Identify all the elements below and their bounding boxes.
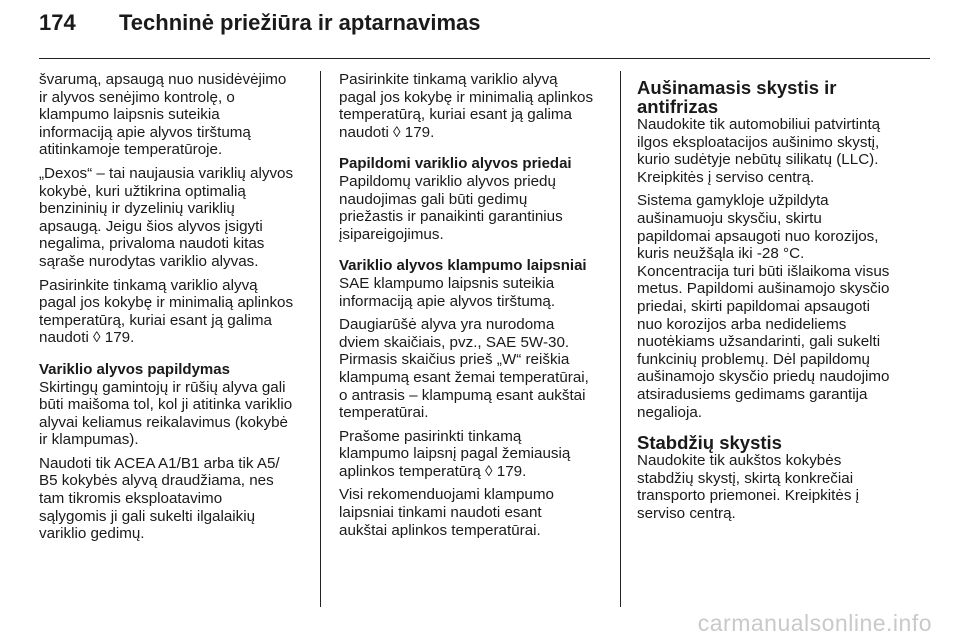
paragraph: Pasirinkite tinkamą variklio alyvą pagal jos kokybę ir minimalią aplinkos temperatūrą, kuriai esant ją galima naudoti ◊ 179. — [39, 277, 307, 347]
column-3 — [637, 71, 905, 528]
paragraph: Skirtingų gamintojų ir rūšių alyva gali būti maišoma tol, kol ji atitinka variklio alyvai keliamus reikalavimus (kokybė ir klampumas). — [39, 378, 293, 449]
section-subheading: Variklio alyvos papildymas — [39, 360, 230, 378]
column-2 — [339, 71, 607, 545]
section-subheading: Variklio alyvos klampumo laipsniai — [339, 257, 587, 275]
paragraph: SAE klampumo laipsnis suteikia informaciją apie alyvos tirštumą. — [339, 274, 556, 310]
page-header — [39, 10, 930, 40]
paragraph: Naudokite tik automobiliui patvirtintą ilgos eksploatacijos aušinimo skystį, kurio sudėtyje nebūtų silikatų (LLC). Kreipkitės į serviso centrą. — [637, 116, 881, 186]
watermark: carmanualsonline.info — [697, 610, 932, 636]
page-reference-link[interactable]: naudoti ◊ 179. — [339, 123, 435, 141]
paragraph: Naudokite tik aukštos kokybės stabdžių skystį, skirtą konkrečiai transporto priemonei. Kreipkitės į serviso centrą. — [637, 452, 860, 522]
page-reference-link[interactable]: aplinkos temperatūrą ◊ 179. — [339, 462, 527, 480]
section-subheading: Papildomi variklio alyvos priedai — [339, 155, 572, 173]
paragraph: švarumą, apsaugą nuo nusidėvėjimo ir alyvos senėjimo kontrolę, o klampumo laipsnis suteikia informaciją apie alyvos tirštumą atitinkamoje temperatūroje. — [39, 71, 287, 159]
paragraph: Sistema gamykloje užpildyta aušinamuoju skysčiu, skirtu papildomai apsaugoti nuo korozijos, kuris neužšąla iki -28 °C. Koncentracija turi būti išlaikoma visus metus. Papildomi aušinamojo skysčio priedai, skirti papildomai apsaugoti nuo korozijos arba nedideliems nuotėkiams užsandarinti, gali sukelti funkcinių problemų. Dėl papildomų aušinamojo skysčio priedų naudojimo atsiradusiems gedimams garantija negalioja. — [637, 192, 890, 421]
paragraph: Pasirinkite tinkamą variklio alyvą pagal jos kokybę ir minimalią aplinkos temperatūrą, kuriai esant ją galima naudoti ◊ 179. — [339, 71, 607, 141]
page-reference-link[interactable]: naudoti ◊ 179. — [39, 329, 135, 347]
section-heading: Stabdžių skystis — [637, 432, 782, 454]
column-1 — [39, 71, 307, 549]
column-divider-2 — [620, 71, 621, 607]
paragraph: Daugiarūšė alyva yra nurodoma dviem skaičiais, pvz., SAE 5W-30. Pirmasis skaičius prieš „W“ reiškia klampumą esant žemai temperatūrai, o antrasis – klampumą esant aukštai temperatūrai. — [339, 316, 589, 422]
paragraph: „Dexos“ – tai naujausia variklių alyvos kokybė, kuri užtikrina optimalią benzininių ir dyzelinių variklių apsaugą. Jeigu šios alyvos įsigyti negalima, privaloma naudoti kitas sąraše nurodytas variklio alyvas. — [39, 164, 294, 270]
chapter-title: Techninė priežiūra ir aptarnavimas — [119, 10, 481, 35]
section-heading: Aušinamasis skystis ir antifrizas — [637, 77, 837, 117]
page-number: 174 — [39, 10, 76, 35]
paragraph: Naudoti tik ACEA A1/B1 arba tik A5/ B5 kokybės alyvą draudžiama, nes tam tikromis eksploatavimo sąlygomis ji gali sukelti ilgalaikių variklio gedimų. — [39, 454, 280, 543]
paragraph: Papildomų variklio alyvos priedų naudojimas gali būti gedimų priežastis ir panaikinti garantinius įsipareigojimus. — [339, 172, 563, 243]
header-divider — [39, 58, 930, 59]
paragraph: Visi rekomenduojami klampumo laipsniai tinkami naudoti esant aukštai aplinkos temperatūrai. — [339, 486, 554, 539]
column-divider-1 — [320, 71, 321, 607]
paragraph: Prašome pasirinkti tinkamą klampumo laipsnį pagal žemiausią aplinkos temperatūrą ◊ 179. — [339, 428, 607, 481]
